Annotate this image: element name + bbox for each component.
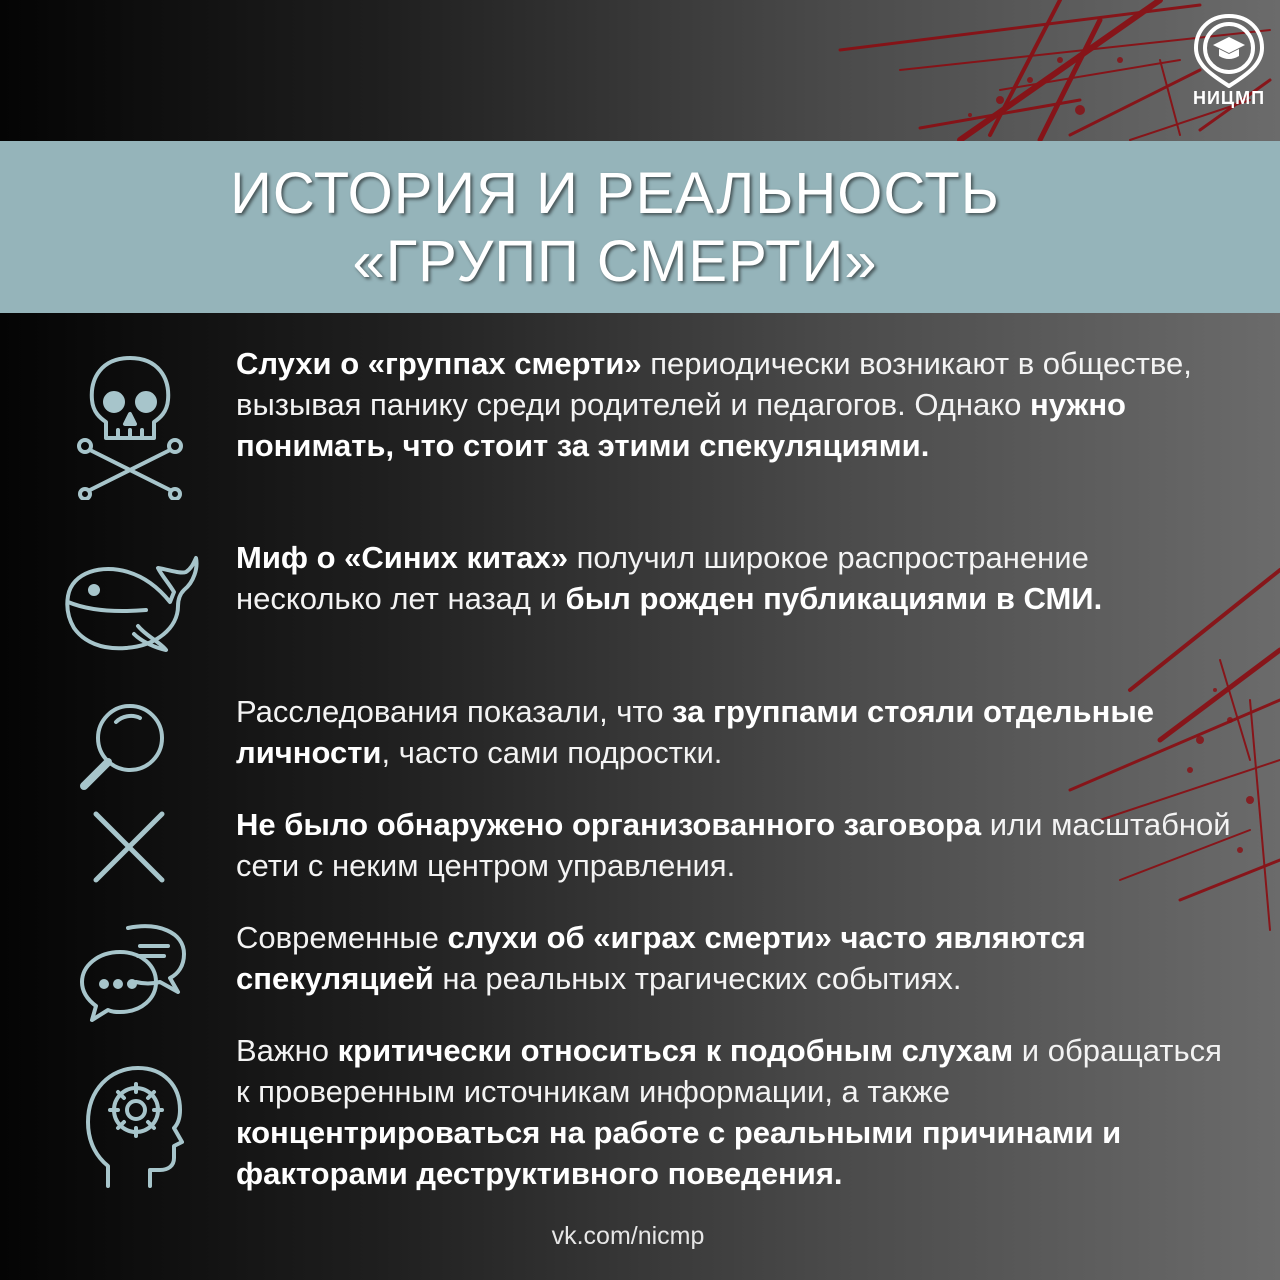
skull-crossbones-icon <box>72 350 188 500</box>
paragraph-6 <box>236 1030 1236 1194</box>
regular-text: Расследования показали, что <box>236 694 673 729</box>
footer-link[interactable]: vk.com/nicmp <box>551 1222 705 1250</box>
bold-text: нужно понимать, что стоит за этими спекуляциями. <box>236 387 1126 463</box>
bold-text: Слухи о «группах смерти» <box>236 346 642 381</box>
regular-text: или масштабной сети с неким центром управления. <box>236 807 1231 883</box>
page-title <box>0 160 1230 296</box>
whale-icon <box>62 552 200 656</box>
logo-text: НИЦМП <box>1192 88 1266 108</box>
bold-text: был рожден публикациями в СМИ. <box>565 581 1103 616</box>
regular-text: получил широкое распространение несколько лет назад и <box>236 540 1089 616</box>
bold-text: критически относиться к подобным слухам <box>337 1033 1014 1068</box>
bold-text: Не было обнаружено организованного заговора <box>236 807 982 842</box>
bold-text: слухи об «играх смерти» часто являются спекуляцией <box>236 920 1086 996</box>
bold-text: за группами стояли отдельные личности <box>236 694 1155 770</box>
paragraph-3 <box>236 691 1236 773</box>
nicmp-logo <box>1188 12 1270 108</box>
regular-text: и обращаться к проверенным источникам информации, а также <box>236 1033 1222 1109</box>
bold-text: концентрироваться на работе с реальными причинами и факторами деструктивного поведения. <box>236 1115 1122 1191</box>
cross-icon <box>90 808 168 886</box>
chat-bubbles-icon <box>78 922 190 1026</box>
logo-pin-icon <box>1188 12 1270 88</box>
magnifier-icon <box>76 698 170 792</box>
regular-text: , часто сами подростки. <box>381 735 723 770</box>
regular-text: Современные <box>236 920 448 955</box>
regular-text: на реальных трагических событиях. <box>433 961 962 996</box>
title-line-2: «ГРУПП СМЕРТИ» <box>352 229 878 294</box>
paragraph-1 <box>236 343 1236 466</box>
regular-text: Важно <box>236 1033 338 1068</box>
head-brain-gear-icon <box>80 1062 184 1190</box>
paragraph-2 <box>236 537 1236 619</box>
paragraph-4 <box>236 804 1236 886</box>
bold-text: Миф о «Синих китах» <box>236 540 568 575</box>
title-line-1: ИСТОРИЯ И РЕАЛЬНОСТЬ <box>230 161 1000 226</box>
regular-text: периодически возникают в обществе, вызывая панику среди родителей и педагогов. Однако <box>236 346 1192 422</box>
paragraph-5 <box>236 917 1236 999</box>
